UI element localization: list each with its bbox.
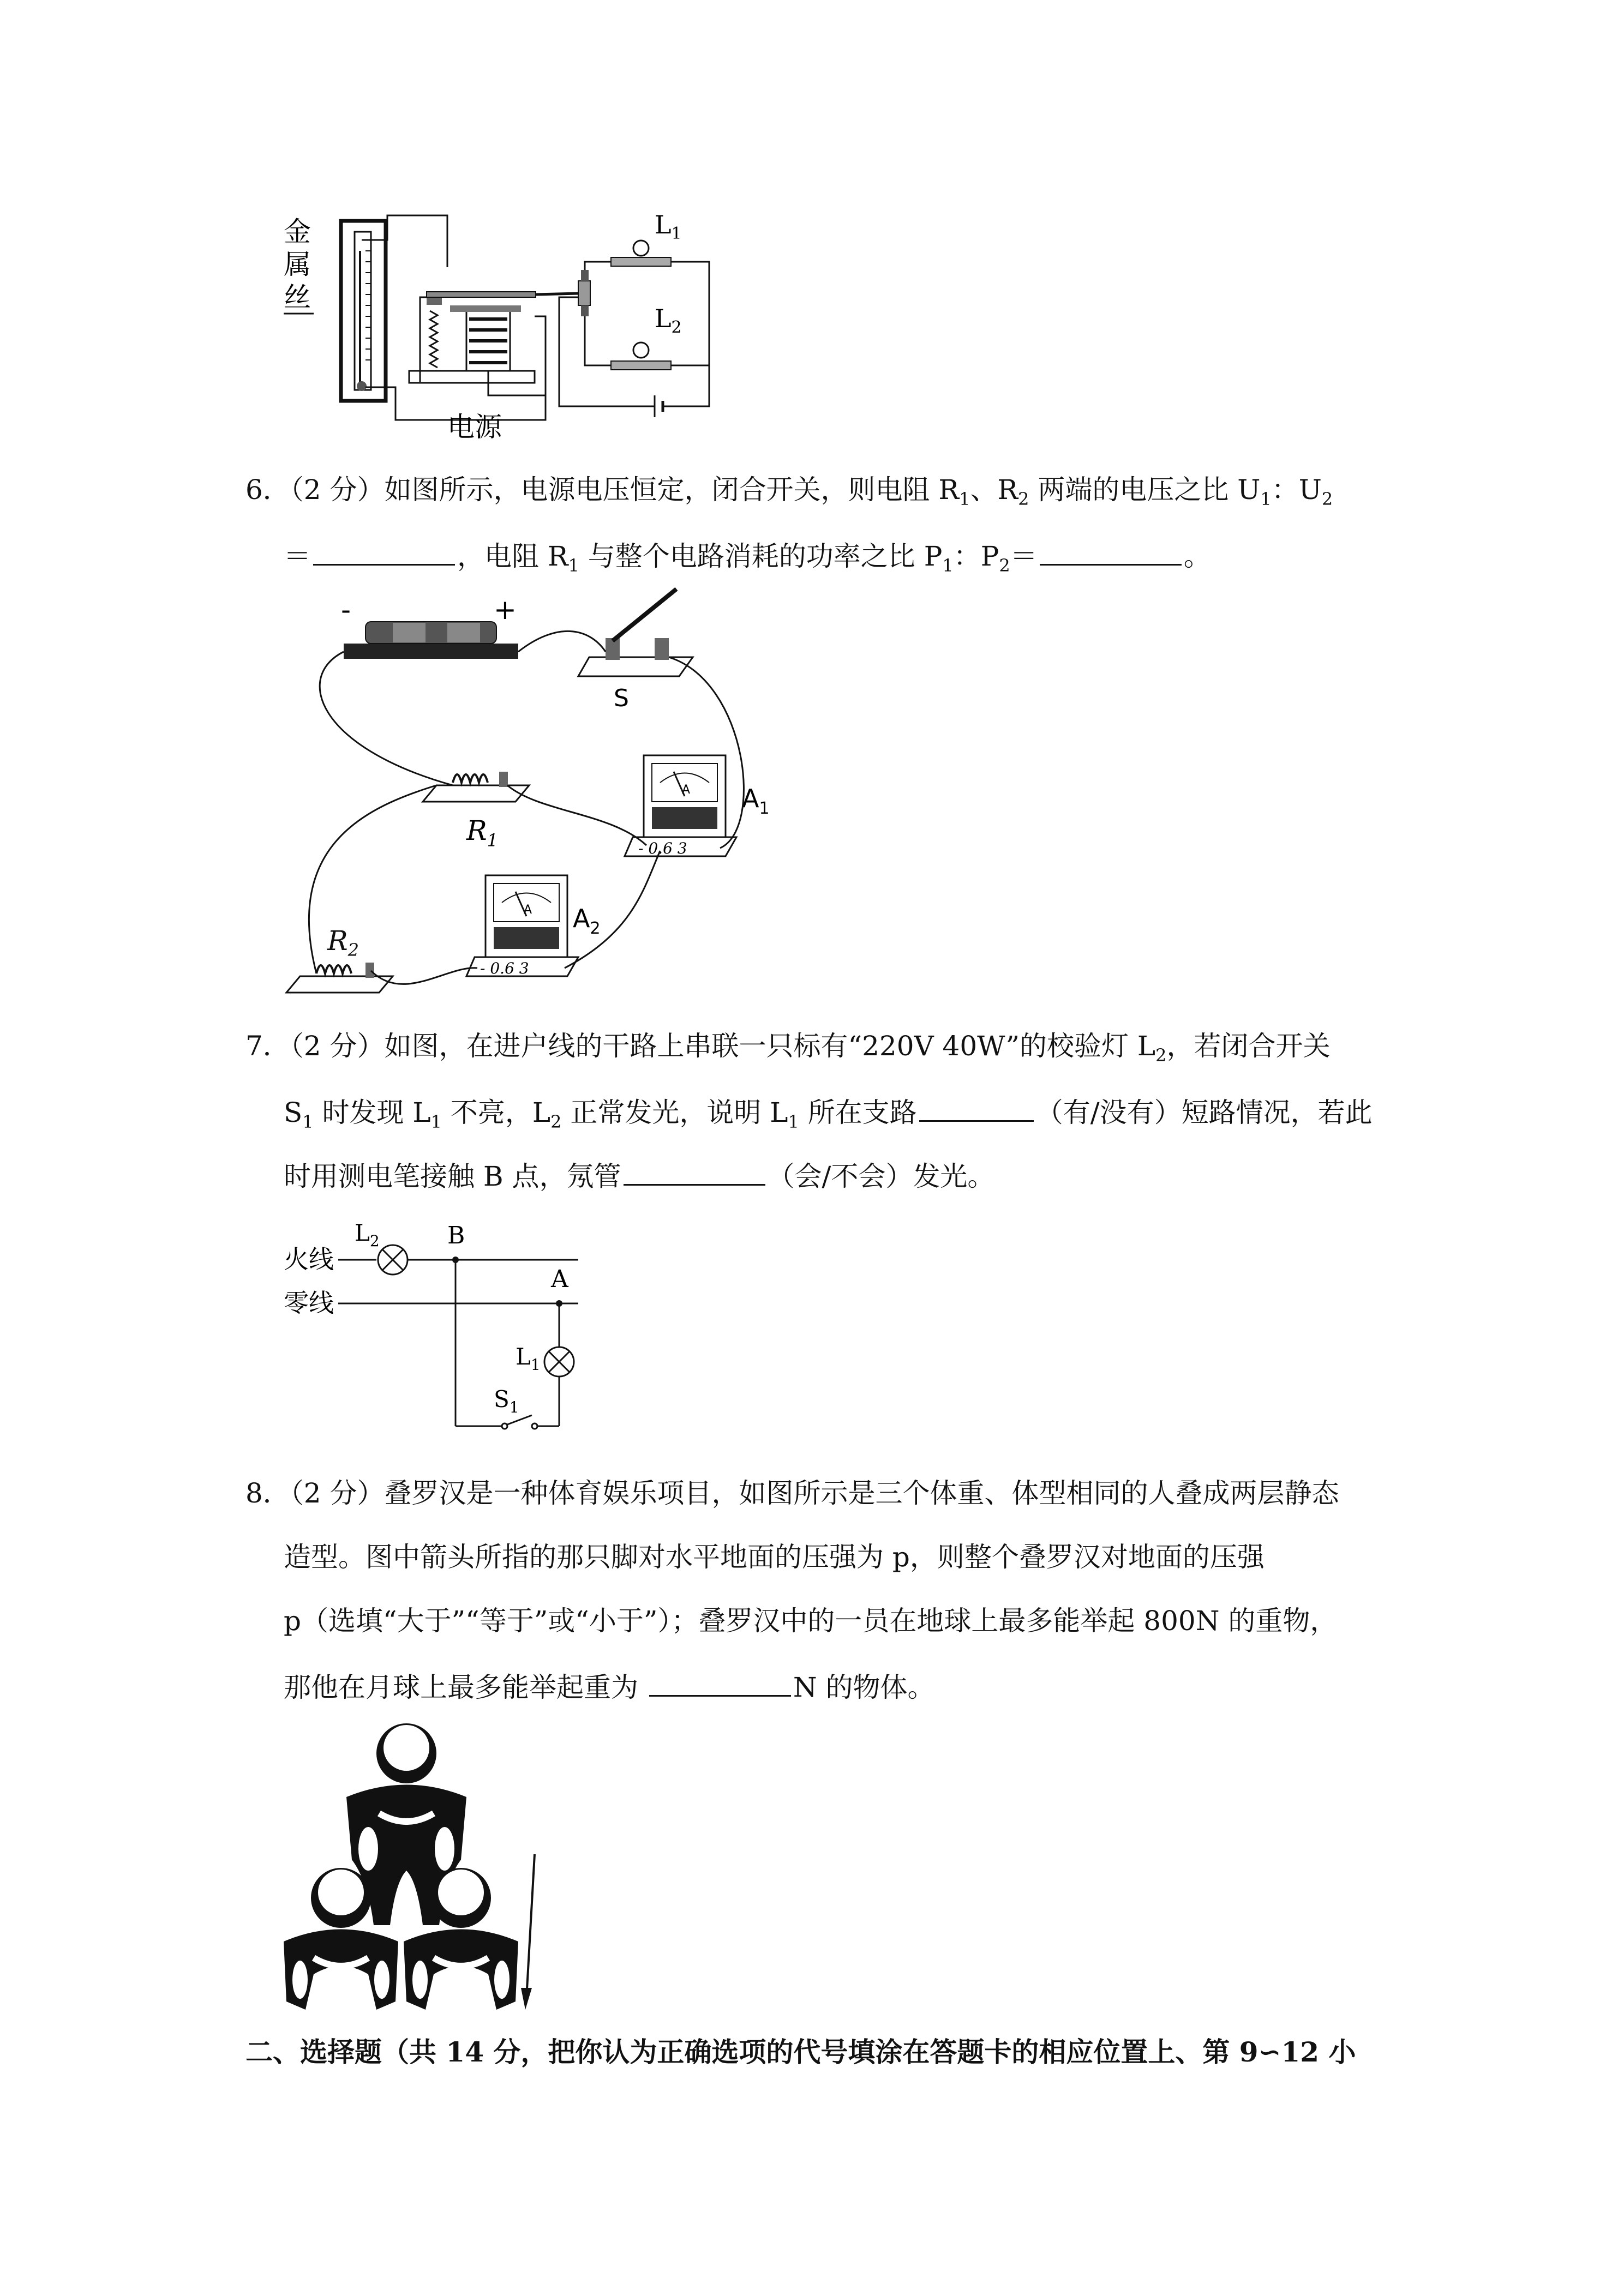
- q6-text: ，电阻 R: [457, 540, 568, 572]
- q6-text: ＝: [1010, 540, 1038, 572]
- point-a-label: A: [551, 1265, 568, 1293]
- r2-label: [327, 927, 359, 959]
- q8-line-1: [245, 1477, 1339, 1509]
- section-2-heading: [245, 2036, 1356, 2068]
- q7-text: 正常发光，说明 L: [561, 1097, 788, 1128]
- q6-text: 、R: [970, 474, 1018, 506]
- q6-answer-blank-1[interactable]: [313, 540, 455, 566]
- point-b-label: B: [447, 1222, 465, 1249]
- q7-text: （有/没有）短路情况，若此: [1035, 1097, 1373, 1128]
- q8-line-2: [284, 1543, 1265, 1571]
- q8-score: （2 分）: [290, 1477, 385, 1509]
- q7-answer-blank-2[interactable]: [624, 1160, 765, 1186]
- q6-sub: 1: [568, 555, 579, 576]
- section-2-heading-text: 二、选择题（共 14 分，把你认为正确选项的代号填涂在答题卡的相应位置上、第 9∽12 小: [245, 2036, 1356, 2068]
- q8-number: 8．: [245, 1477, 290, 1509]
- q7-line-3: [284, 1160, 994, 1190]
- arrow-icon: [521, 1854, 535, 2010]
- q7-answer-blank-1[interactable]: [919, 1096, 1034, 1122]
- q6-text-1: 如图所示，电源电压恒定，闭合开关，则电阻 R: [384, 474, 960, 506]
- q8-line-4: [284, 1671, 935, 1701]
- q6-text: 。: [1183, 540, 1211, 572]
- figure-q7-circuit: [284, 1222, 589, 1440]
- l1-label: $L_1$: [516, 1343, 541, 1374]
- q6-score: （2 分）: [290, 474, 385, 506]
- q6-number: 6．: [245, 474, 290, 506]
- thermometer-frame: [341, 221, 386, 401]
- a1-terminals: - 0.6 3: [638, 839, 687, 857]
- a2-label: $A_2$: [573, 904, 601, 938]
- figure-relay-circuit: [284, 207, 742, 447]
- battery-plus-label: +: [494, 594, 517, 626]
- q6-sub: 2: [1321, 489, 1333, 509]
- q7-line-1: [245, 1032, 1331, 1064]
- a2-terminals: - 0.6 3: [480, 959, 529, 977]
- q7-sub: 2: [1155, 1045, 1167, 1066]
- q7-text: 时用测电笔接触 B 点，氖管: [284, 1161, 621, 1192]
- q6-line-2: [284, 540, 1211, 574]
- a2-meter-face: A: [524, 903, 532, 917]
- q6-text: ：U: [1271, 474, 1322, 506]
- power-label: 电源: [447, 411, 502, 443]
- q7-sub: 1: [430, 1111, 442, 1132]
- q7-line-2: [284, 1096, 1373, 1131]
- metal-wire-label-3: 丝: [284, 281, 311, 313]
- a1-meter-face: A: [682, 783, 691, 797]
- q6-answer-blank-2[interactable]: [1040, 540, 1182, 566]
- q6-sub: 1: [1260, 489, 1272, 509]
- neutral-wire-label: 零线: [284, 1288, 334, 1318]
- q6-text: 与整个电路消耗的功率之比 P: [579, 540, 943, 572]
- figure-human-pyramid: [281, 1718, 565, 2012]
- q6-line-1: [245, 476, 1333, 508]
- q7-text: （会/不会）发光。: [767, 1161, 995, 1192]
- q6-sub: 2: [999, 555, 1010, 576]
- switch-label: S: [614, 684, 629, 712]
- figure-q6-circuit: [284, 584, 829, 998]
- q8-text: p（选填“大于”“等于”或“小于”）；叠罗汉中的一员在地球上最多能举起 800N 的重物，: [284, 1605, 1338, 1637]
- q8-text: 造型。图中箭头所指的那只脚对水平地面的压强为 p，则整个叠罗汉对地面的压强: [284, 1541, 1265, 1573]
- q7-text: 所在支路: [799, 1097, 917, 1128]
- lamp-l2-label: $L_2$: [655, 304, 682, 337]
- q6-text: ＝: [284, 540, 311, 572]
- q8-text: 那他在月球上最多能举起重为: [284, 1672, 638, 1703]
- r1-label: $R_1$: [466, 815, 499, 851]
- q8-line-3: [284, 1605, 1338, 1637]
- l2-label: $L_2$: [355, 1222, 380, 1250]
- a1-label: $A_1$: [742, 784, 770, 818]
- q6-text: 两端的电压之比 U: [1029, 474, 1261, 506]
- q7-score: （2 分）: [290, 1030, 385, 1062]
- q7-number: 7．: [245, 1030, 290, 1062]
- r2-sub: 2: [347, 940, 359, 960]
- q7-text: 不亮，L: [441, 1097, 551, 1128]
- q7-text: ，若闭合开关: [1166, 1030, 1331, 1062]
- q7-sub: 1: [788, 1111, 799, 1132]
- lamp-l1-label: $L_1$: [655, 210, 682, 243]
- q6-sub: 2: [1018, 489, 1029, 509]
- q7-text: 如图，在进户线的干路上串联一只标有“220V 40W”的校验灯 L: [384, 1030, 1156, 1062]
- q7-text: S: [284, 1097, 303, 1128]
- q6-sub: 1: [942, 555, 954, 576]
- r2-text: R: [327, 925, 348, 957]
- metal-wire-label-1: 金: [284, 216, 311, 248]
- q8-text: 叠罗汉是一种体育娱乐项目，如图所示是三个体重、体型相同的人叠成两层静态: [384, 1477, 1339, 1509]
- q8-text: N 的物体。: [793, 1672, 935, 1703]
- q7-text: 时发现 L: [313, 1097, 431, 1128]
- live-wire-label: 火线: [284, 1245, 334, 1274]
- q7-sub: 2: [550, 1111, 562, 1132]
- q6-sub: 1: [959, 489, 970, 509]
- battery-minus-label: -: [341, 594, 351, 626]
- q8-answer-blank[interactable]: [649, 1671, 791, 1697]
- s1-label: $S_1$: [494, 1386, 519, 1416]
- metal-wire-label-2: 属: [284, 249, 311, 280]
- q6-text: ：P: [953, 540, 999, 572]
- q7-sub: 1: [302, 1111, 314, 1132]
